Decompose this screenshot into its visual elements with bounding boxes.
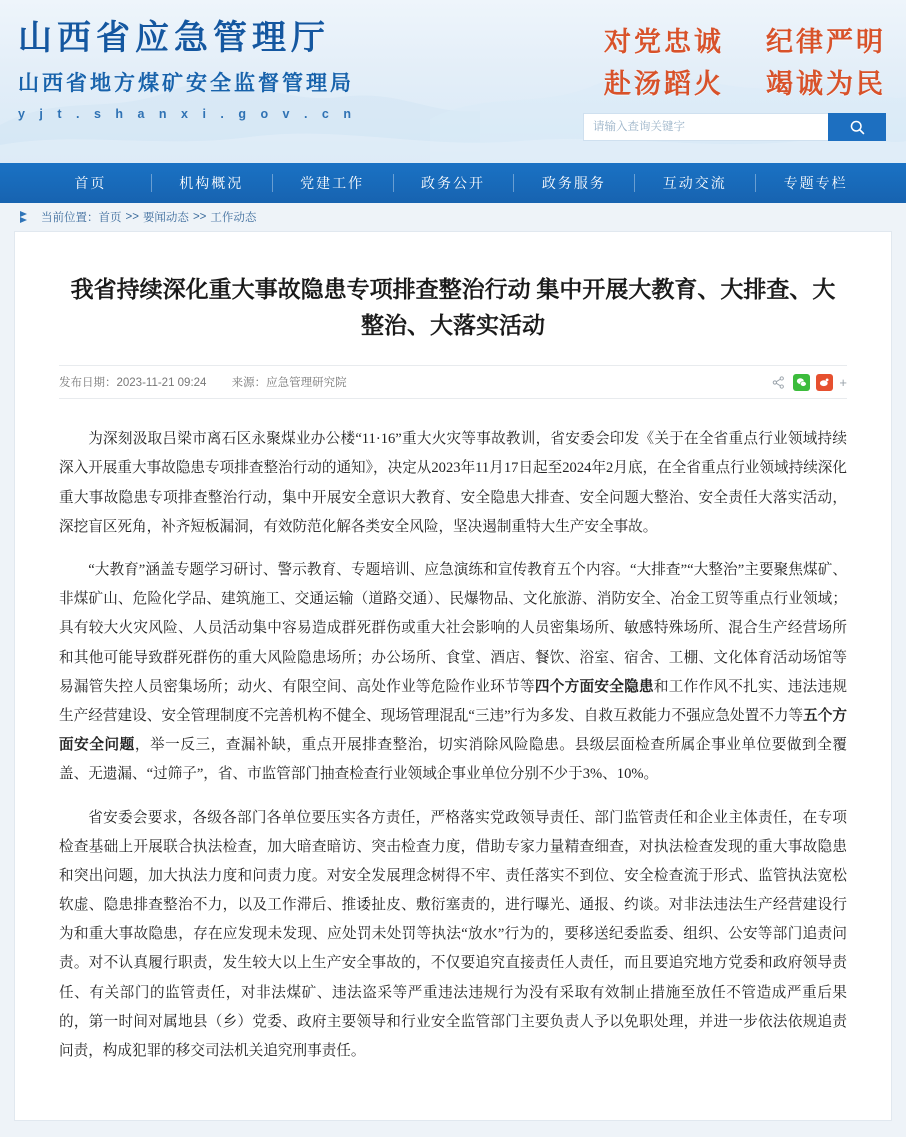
slogan-text-1: 对党忠诚	[604, 27, 724, 57]
nav-label: 互动交流	[662, 175, 727, 191]
weibo-glyph-icon	[819, 377, 830, 388]
share-more-button[interactable]: +	[839, 374, 847, 390]
location-arrows-icon	[20, 211, 34, 223]
breadcrumb-item-home[interactable]: 首页	[98, 212, 122, 224]
article-paragraph: 省安委会要求，各级各部门各单位要压实各方责任，严格落实党政领导责任、部门监管责任和企业主体责任，在专项检查基础上开展联合执法检查，加大暗查暗访、突击检查力度，借助专家力量精查细查，对执法检查发现的重大事故隐患和突出问题，加大执法力度和问责力度。对安全发展理念树得不牢、责任落实不到位、安全检查流于形式、监管执法宽松软虚、隐患排查整治不力，以及工作滞后、推诿扯皮、敷衍塞责的，进行曝光、通报、约谈。对非法违法生产经营建设行为和重大事故隐患，存在应发现未发现、应处罚未处罚等执法“放水”行为的，要移送纪委监委、组织、公安等部门追责问责。对不认真履行职责，发生较大以上生产安全事故的，不仅要追究直接责任人责任，而且要追究地方党委和政府领导责任、有关部门的监管责任，对非法煤矿、违法盗采等严重违法违规行为没有采取有效制止措施至放任不管造成严重后果的，第一时间对属地县（乡）党委、政府主要领导和行业安全监管部门主要负责人予以免职处理，并进一步依法依规追责问责，构成犯罪的移交司法机关追究刑事责任。	[59, 809, 847, 1060]
org-subname: 山西省地方煤矿安全监督管理局	[18, 70, 354, 95]
nav-item-government-services[interactable]	[513, 163, 634, 203]
nav-item-interaction[interactable]	[634, 163, 755, 203]
page-background	[0, 231, 906, 1137]
page-title: 我省持续深化重大事故隐患专项排查整治行动 集中开展大教育、大排查、大整治、大落实活动	[70, 277, 836, 338]
nav-label: 专题专栏	[783, 175, 848, 191]
breadcrumb	[0, 203, 906, 231]
slogan-block	[604, 22, 886, 106]
nav-item-home[interactable]	[30, 163, 151, 203]
article-paragraph: “大教育”涵盖专题学习研讨、警示教育、专题培训、应急演练和宣传教育五个内容。“大排查”“大整治”主要聚焦煤矿、非煤矿山、危险化学品、建筑施工、交通运输（道路交通）、民爆物品、文化旅游、消防安全、冶金工贸等重点行业领域；具有较大火灾风险、人员活动集中容易造成群死群伤或重大社会影响的人员密集场所、敏感特殊场所、混合生产经营场所和其他可能导致群死群伤的重大风险隐患场所；办公场所、食堂、酒店、餐饮、浴室、宿舍、工棚、文化体育活动场馆等易漏管失控人员密集场所；动火、有限空间、高处作业等危险作业环节等四个方面安全隐患和工作作风不扎实、违法违规生产经营建设、安全管理制度不完善机构不健全、现场管理混乱“三违”行为多发、自救互救能力不强应急处置不力等五个方面安全问题，举一反三，查漏补缺，重点开展排查整治，切实消除风险隐患。县级层面检查所属企事业单位要做到全覆盖、无遗漏、“过筛子”，省、市监管部门抽查检查行业领域企事业单位分别不少于3%、10%。	[59, 562, 847, 783]
breadcrumb-item-work-updates[interactable]: 工作动态	[210, 212, 257, 224]
article-meta	[59, 365, 847, 399]
share-icon[interactable]	[770, 374, 787, 391]
search-icon	[849, 119, 866, 136]
article-card	[14, 231, 892, 1121]
breadcrumb-separator: >>	[125, 211, 139, 223]
nav-item-special-columns[interactable]	[755, 163, 876, 203]
nav-item-government-disclosure[interactable]	[393, 163, 514, 203]
nav-label: 党建工作	[300, 175, 365, 191]
share-nodes-icon	[772, 376, 785, 389]
nav-item-organization[interactable]	[151, 163, 272, 203]
search-button[interactable]	[828, 113, 886, 141]
slogan-text-4: 竭诚为民	[766, 68, 886, 99]
article-paragraph: 为深刻汲取吕梁市离石区永聚煤业办公楼“11·16”重大火灾等事故教训，省安委会印发《关于在全省重点行业领域持续深入开展重大事故隐患专项排查整治行动的通知》，决定从2023年11月17日起至2024年2月底，在全省重点行业领域持续深化重大事故隐患专项排查整治行动，集中开展安全意识大教育、安全隐患大排查、安全问题大整治、安全责任大落实活动，深挖盲区死角，补齐短板漏洞，有效防范化解各类安全风险，坚决遏制重特大生产安全事故。	[59, 431, 847, 535]
org-name: 山西省应急管理厅	[18, 20, 330, 57]
weibo-icon[interactable]	[816, 374, 833, 391]
nav-label: 机构概况	[179, 175, 244, 191]
breadcrumb-item-news[interactable]: 要闻动态	[142, 212, 189, 224]
search-input[interactable]	[583, 113, 828, 141]
wechat-glyph-icon	[796, 377, 807, 388]
slogan-text-3: 赴汤蹈火	[604, 68, 724, 99]
slogan-text-2: 纪律严明	[766, 27, 886, 57]
publish-date: 发布日期：2023-11-21 09:24	[59, 377, 207, 390]
nav-label: 首页	[74, 175, 107, 191]
search-bar[interactable]	[583, 113, 886, 141]
wechat-icon[interactable]	[793, 374, 810, 391]
breadcrumb-prefix: 当前位置：	[41, 212, 99, 224]
site-brand[interactable]	[18, 18, 356, 121]
share-group[interactable]	[770, 374, 847, 391]
site-header	[0, 0, 906, 163]
article-source: 来源：应急管理研究院	[231, 377, 347, 390]
nav-label: 政务服务	[541, 175, 606, 191]
breadcrumb-separator: >>	[192, 211, 207, 223]
article-body	[59, 425, 847, 1066]
site-url: y j t . s h a n x i . g o v . c n	[18, 106, 357, 121]
main-navigation[interactable]	[0, 163, 906, 203]
nav-item-party-building[interactable]	[272, 163, 393, 203]
nav-label: 政务公开	[421, 175, 485, 191]
